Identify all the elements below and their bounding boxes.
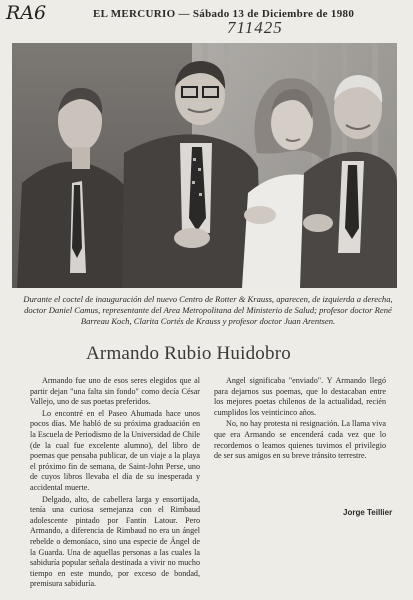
handwritten-archive-mark: RA6 <box>6 2 47 24</box>
article-right-column <box>214 376 386 463</box>
handwritten-catalog-number: 711425 <box>227 18 283 37</box>
author-signature: Jorge Teillier <box>343 508 393 517</box>
news-photo <box>12 43 397 288</box>
photo-caption: Durante el coctel de inauguración del nuevo Centro de Rotter & Krauss, aparecen, de izquierda a derecha, doctor Daniel Camus, representante del Area Metropolitana del Ministerio de Salud; profesor doctor René Barreau Koch, Clarita Cortés de Krauss y profesor doctor Juan Arentsen. <box>23 294 393 326</box>
newspaper-masthead: EL MERCURIO — Sábado 13 de Diciembre de 1980 <box>93 8 355 20</box>
article-paragraph: Armando fue uno de esos seres elegidos que al partir dejan "una falta sin fondo" como decía César Vallejo, uno de sus poetas preferidos. <box>30 376 200 407</box>
article-paragraph: Lo encontré en el Paseo Ahumada hace unos pocos días. Me habló de su próxima graduación en la Escuela de Periodismo de la Universidad de Chile (de la cual fue excelente alumno), del libro de poemas que pensaba publicar, de un viaje a la playa el próximo fin de semana, de Saint-John Perse, uno de cuyos libros llevaba el día de su inesperada y accidental muerte. <box>30 408 200 492</box>
article-paragraph: No, no hay protesta ni resignación. La llama viva que era Armando se encenderá cada vez que lo recordemos o leamos quienes tuvimos el privilegio de ser sus amigos en su breve tránsito terrestre. <box>214 419 386 461</box>
photo-illustration <box>12 43 397 288</box>
article-left-column <box>30 376 200 600</box>
article-paragraph: Angel significaba "enviado". Y Armando llegó para dejarnos sus poemas, que lo destacaban entre los mejores poetas chilenos de la actualidad, recién cumplidos los veinticinco años. <box>214 376 386 417</box>
article-paragraph: Delgado, alto, de cabellera larga y ensortijada, tenía una curiosa semejanza con el Rimbaud adolescente pintado por Fantin Latour. Pero Armando, a diferencia de Rimbaud no era un ángel rebelde o demoníaco, sino una especie de Ángel de la Guarda. Una de aquellas personas a las cuales la sabiduría popular señala destinada a vivir no mucho tiempo en este mundo, por exceso de bondad, premisura sabiduría. <box>30 494 200 589</box>
article-headline: Armando Rubio Huidobro <box>86 343 291 364</box>
